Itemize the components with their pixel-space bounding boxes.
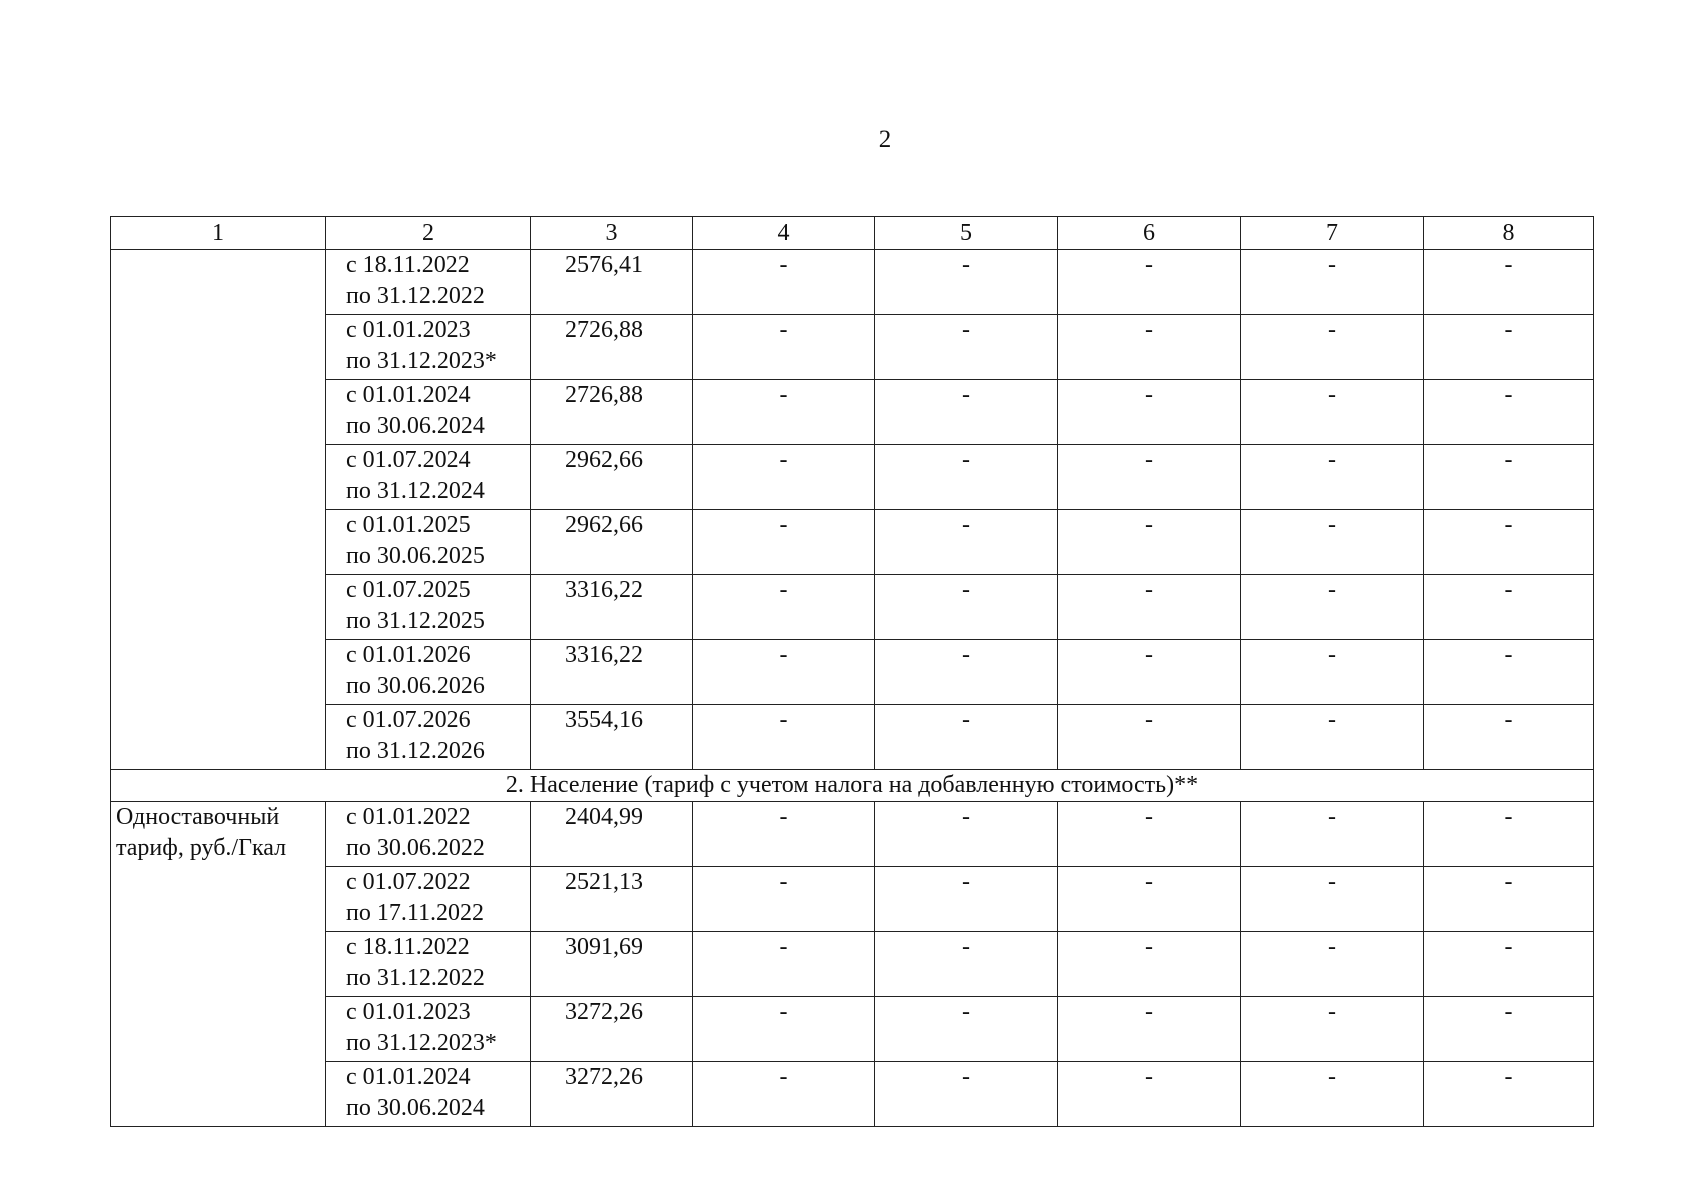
period-from: с 01.07.2024 <box>346 447 471 473</box>
table-row <box>111 315 1594 380</box>
period-cell <box>326 932 531 997</box>
period-to: по 30.06.2022 <box>346 835 485 861</box>
empty-cell: - <box>875 315 1058 380</box>
period-to: по 31.12.2022 <box>346 283 485 309</box>
period-from: с 01.07.2026 <box>346 707 471 733</box>
table-row <box>111 640 1594 705</box>
empty-cell: - <box>1058 380 1241 445</box>
empty-cell: - <box>693 510 875 575</box>
period-cell <box>326 575 531 640</box>
period-from: с 01.01.2023 <box>346 317 471 343</box>
empty-cell: - <box>875 705 1058 770</box>
empty-cell: - <box>1424 250 1594 315</box>
empty-cell: - <box>693 640 875 705</box>
empty-cell: - <box>1058 705 1241 770</box>
section-title-row <box>111 770 1594 802</box>
empty-cell: - <box>1241 380 1424 445</box>
empty-cell: - <box>875 445 1058 510</box>
empty-cell: - <box>1424 705 1594 770</box>
empty-cell: - <box>875 802 1058 867</box>
column-header: 3 <box>531 217 693 250</box>
empty-cell: - <box>875 640 1058 705</box>
empty-cell: - <box>1058 315 1241 380</box>
empty-cell: - <box>875 867 1058 932</box>
tariff-value: 3091,69 <box>531 932 693 997</box>
period-cell <box>326 640 531 705</box>
period-to: по 31.12.2025 <box>346 608 485 634</box>
empty-cell: - <box>1424 575 1594 640</box>
column-header: 5 <box>875 217 1058 250</box>
empty-cell: - <box>875 575 1058 640</box>
empty-cell: - <box>1058 1062 1241 1127</box>
tariff-value: 3272,26 <box>531 1062 693 1127</box>
empty-cell: - <box>1058 250 1241 315</box>
empty-cell: - <box>1424 997 1594 1062</box>
period-cell <box>326 1062 531 1127</box>
period-cell <box>326 315 531 380</box>
table-row <box>111 1062 1594 1127</box>
period-cell <box>326 380 531 445</box>
category-label: тариф, руб./Гкал <box>116 835 287 861</box>
period-cell <box>326 802 531 867</box>
empty-cell: - <box>1241 510 1424 575</box>
empty-cell: - <box>1058 445 1241 510</box>
period-from: с 01.01.2023 <box>346 999 471 1025</box>
empty-cell: - <box>1424 867 1594 932</box>
empty-cell: - <box>1241 867 1424 932</box>
period-to: по 30.06.2025 <box>346 543 485 569</box>
empty-cell: - <box>693 445 875 510</box>
empty-cell: - <box>1241 1062 1424 1127</box>
period-to: по 31.12.2022 <box>346 965 485 991</box>
empty-cell: - <box>693 997 875 1062</box>
empty-cell: - <box>875 250 1058 315</box>
column-header: 2 <box>326 217 531 250</box>
empty-cell: - <box>1058 867 1241 932</box>
empty-cell: - <box>693 380 875 445</box>
empty-cell: - <box>1424 802 1594 867</box>
tariff-value: 2404,99 <box>531 802 693 867</box>
table-row <box>111 705 1594 770</box>
period-cell <box>326 705 531 770</box>
empty-cell: - <box>693 1062 875 1127</box>
tariff-value: 2962,66 <box>531 510 693 575</box>
period-from: с 01.01.2022 <box>346 804 471 830</box>
column-header: 4 <box>693 217 875 250</box>
empty-cell: - <box>1241 932 1424 997</box>
tariff-value: 2576,41 <box>531 250 693 315</box>
empty-cell: - <box>693 315 875 380</box>
empty-cell: - <box>1424 445 1594 510</box>
period-to: по 31.12.2026 <box>346 738 485 764</box>
period-from: с 01.01.2024 <box>346 382 471 408</box>
period-from: с 01.07.2022 <box>346 869 471 895</box>
tariff-value: 3316,22 <box>531 575 693 640</box>
period-to: по 31.12.2023* <box>346 348 497 374</box>
tariff-value: 3554,16 <box>531 705 693 770</box>
table-row <box>111 867 1594 932</box>
empty-cell: - <box>693 802 875 867</box>
table-row <box>111 445 1594 510</box>
table-row <box>111 997 1594 1062</box>
column-header: 7 <box>1241 217 1424 250</box>
empty-cell: - <box>1424 640 1594 705</box>
tariff-value: 2962,66 <box>531 445 693 510</box>
tariff-value: 2726,88 <box>531 380 693 445</box>
empty-cell: - <box>875 1062 1058 1127</box>
table-row <box>111 802 1594 867</box>
tariff-table-body <box>111 217 1594 1127</box>
period-to: по 31.12.2024 <box>346 478 485 504</box>
column-header: 8 <box>1424 217 1594 250</box>
period-from: с 18.11.2022 <box>346 252 470 278</box>
period-to: по 30.06.2024 <box>346 1095 485 1121</box>
empty-cell: - <box>1058 932 1241 997</box>
empty-cell: - <box>1241 997 1424 1062</box>
column-header: 6 <box>1058 217 1241 250</box>
period-cell <box>326 510 531 575</box>
empty-cell: - <box>693 250 875 315</box>
period-cell <box>326 997 531 1062</box>
empty-cell: - <box>1241 640 1424 705</box>
empty-cell: - <box>1241 802 1424 867</box>
table-row <box>111 250 1594 315</box>
empty-cell: - <box>1058 802 1241 867</box>
empty-cell: - <box>875 932 1058 997</box>
period-from: с 18.11.2022 <box>346 934 470 960</box>
empty-cell: - <box>693 867 875 932</box>
period-from: с 01.01.2026 <box>346 642 471 668</box>
empty-cell: - <box>875 510 1058 575</box>
tariff-value: 3272,26 <box>531 997 693 1062</box>
period-cell <box>326 250 531 315</box>
period-cell <box>326 445 531 510</box>
tariff-table <box>110 216 1594 1127</box>
empty-cell: - <box>1424 510 1594 575</box>
empty-cell: - <box>1058 575 1241 640</box>
table-row <box>111 510 1594 575</box>
empty-cell: - <box>1424 315 1594 380</box>
category-label: Одноставочный <box>116 804 280 830</box>
column-header: 1 <box>111 217 326 250</box>
table-row <box>111 932 1594 997</box>
empty-cell: - <box>1241 705 1424 770</box>
period-cell <box>326 867 531 932</box>
empty-cell: - <box>1058 997 1241 1062</box>
empty-cell: - <box>1241 315 1424 380</box>
empty-cell: - <box>1241 575 1424 640</box>
page-number: 2 <box>878 126 892 153</box>
period-to: по 30.06.2026 <box>346 673 485 699</box>
period-from: с 01.07.2025 <box>346 577 471 603</box>
period-to: по 31.12.2023* <box>346 1030 497 1056</box>
empty-cell: - <box>875 997 1058 1062</box>
empty-cell: - <box>1424 932 1594 997</box>
tariff-value: 2726,88 <box>531 315 693 380</box>
period-to: по 17.11.2022 <box>346 900 484 926</box>
period-from: с 01.01.2024 <box>346 1064 471 1090</box>
empty-cell: - <box>693 705 875 770</box>
empty-cell: - <box>1424 1062 1594 1127</box>
tariff-value: 2521,13 <box>531 867 693 932</box>
empty-cell: - <box>693 932 875 997</box>
category-cell <box>111 250 326 770</box>
empty-cell: - <box>1424 380 1594 445</box>
empty-cell: - <box>693 575 875 640</box>
table-row <box>111 380 1594 445</box>
period-to: по 30.06.2024 <box>346 413 485 439</box>
tariff-value: 3316,22 <box>531 640 693 705</box>
table-row <box>111 575 1594 640</box>
category-cell <box>111 802 326 1127</box>
empty-cell: - <box>1241 250 1424 315</box>
empty-cell: - <box>875 380 1058 445</box>
empty-cell: - <box>1058 640 1241 705</box>
column-header-row <box>111 217 1594 250</box>
period-from: с 01.01.2025 <box>346 512 471 538</box>
empty-cell: - <box>1058 510 1241 575</box>
section-title: 2. Население (тариф с учетом налога на добавленную стоимость)** <box>111 770 1594 802</box>
empty-cell: - <box>1241 445 1424 510</box>
